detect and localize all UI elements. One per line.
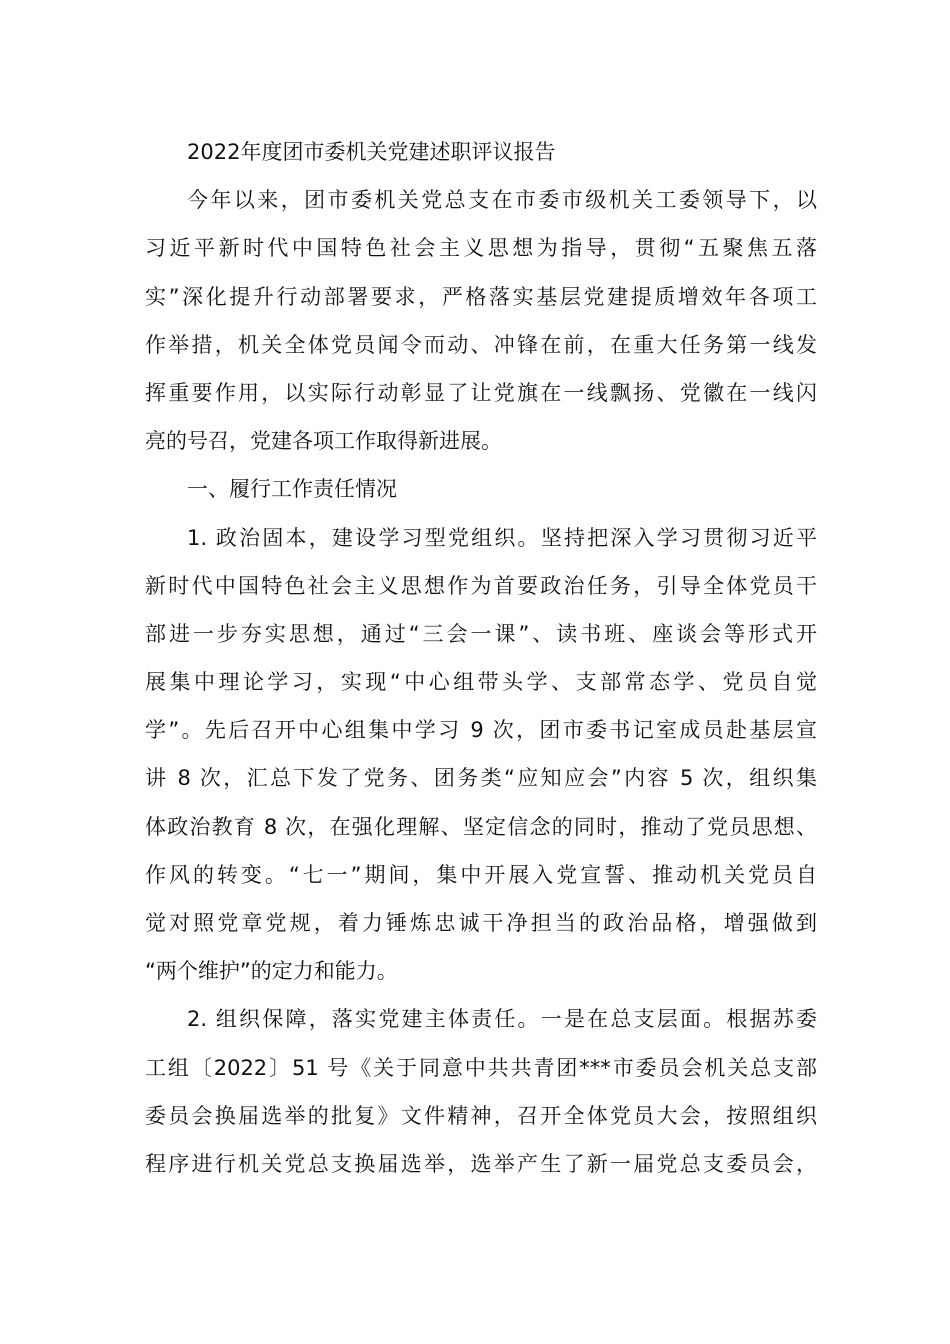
text-line: 实”深化提升行动部署要求，严格落实基层党建提质增效年各项工 — [145, 284, 817, 309]
text-line: 觉对照党章党规，着力锤炼忠诚干净担当的政治品格，增强做到 — [145, 911, 817, 935]
text-line: 作举措，机关全体党员闻令而动、冲锋在前，在重大任务第一线发 — [145, 332, 817, 357]
text-line: 体政治教育 8 次，在强化理解、坚定信念的同时，推动了党员思想、 — [145, 814, 817, 839]
text-line: 2. 组织保障，落实党建主体责任。一是在总支层面。根据苏委 — [187, 1007, 817, 1032]
text-line: 1. 政治固本，建设学习型党组织。坚持把深入学习贯彻习近平 — [187, 525, 817, 550]
text-line: 今年以来，团市委机关党总支在市委市级机关工委领导下，以 — [187, 188, 817, 213]
text-line: 一、履行工作责任情况 — [187, 477, 397, 502]
text-line: “两个维护”的定力和能力。 — [145, 959, 398, 984]
text-line: 亮的号召，党建各项工作取得新进展。 — [145, 429, 502, 454]
text-line: 程序进行机关党总支换届选举，选举产生了新一届党总支委员会， — [145, 1151, 817, 1176]
text-line: 新时代中国特色社会主义思想作为首要政治任务，引导全体党员干 — [145, 573, 817, 598]
text-line: 部进一步夯实思想，通过“三会一课”、读书班、座谈会等形式开 — [145, 621, 817, 646]
text-line: 挥重要作用，以实际行动彰显了让党旗在一线飘扬、党徽在一线闪 — [145, 380, 817, 405]
paragraph — [145, 995, 817, 1188]
paragraph — [145, 514, 817, 996]
text-line: 工组〔2022〕51 号《关于同意中共共青团***市委员会机关总支部 — [145, 1055, 817, 1080]
section-heading — [145, 465, 817, 513]
document-title: 2022年度团市委机关党建述职评议报告 — [187, 140, 556, 164]
text-line: 习近平新时代中国特色社会主义思想为指导，贯彻“五聚焦五落 — [145, 236, 817, 261]
document-body — [145, 176, 817, 1188]
document-page — [145, 128, 817, 1188]
paragraph — [145, 176, 817, 465]
text-line: 学”。先后召开中心组集中学习 9 次，团市委书记室成员赴基层宣 — [145, 718, 817, 743]
text-line: 展集中理论学习，实现“中心组带头学、支部常态学、党员自觉 — [145, 670, 817, 695]
text-line: 讲 8 次，汇总下发了党务、团务类“应知应会”内容 5 次，组织集 — [145, 766, 817, 791]
text-line: 作风的转变。“七一”期间，集中开展入党宣誓、推动机关党员自 — [145, 862, 817, 887]
text-line: 委员会换届选举的批复》文件精神，召开全体党员大会，按照组织 — [145, 1103, 817, 1128]
